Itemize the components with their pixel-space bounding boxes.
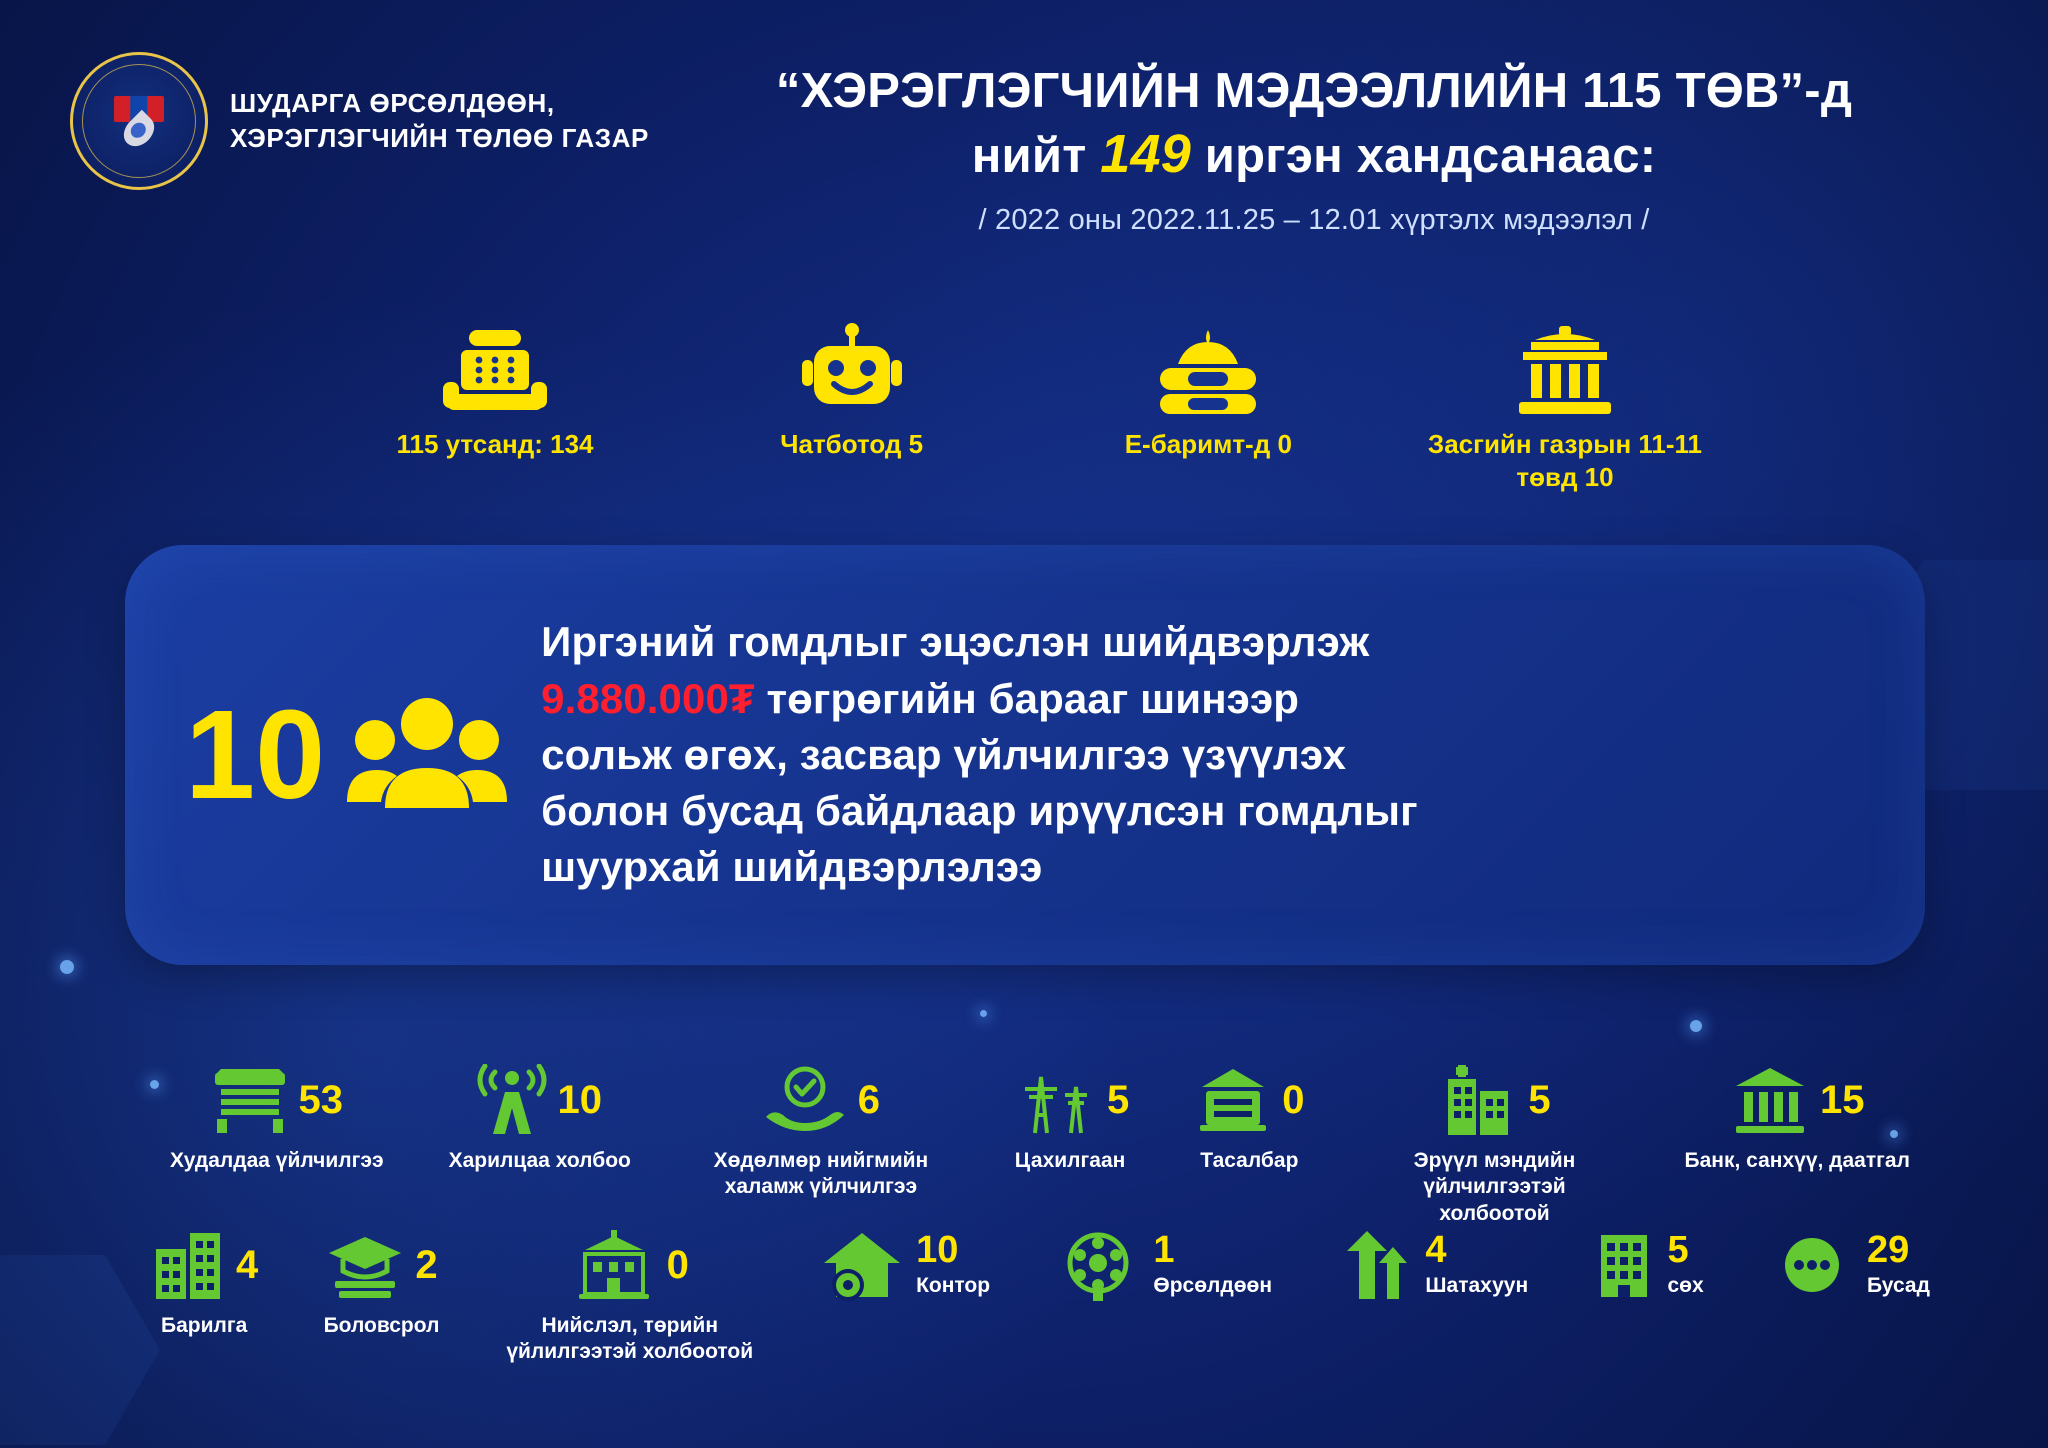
channel-label: Чатботод 5 [780, 429, 924, 459]
channel-stats-row [330, 318, 1730, 493]
apartment-icon [1593, 1229, 1655, 1301]
sector-label: Банк, санхүү, даатгал [1684, 1149, 1910, 1172]
channel-label: Засгийн газрын 11-11 төвд 10 [1427, 429, 1703, 492]
sector-value: 5 [1528, 1077, 1551, 1122]
sector-item [150, 1225, 258, 1339]
highlight-card-text [541, 614, 1418, 895]
sector-item [170, 1060, 384, 1174]
title-part2-pre: нийт [971, 128, 1087, 183]
emblem-icon [70, 52, 208, 190]
arrows-up-icon [1337, 1229, 1413, 1301]
sector-value: 5 [1667, 1228, 1689, 1271]
hand-shield-icon [762, 1065, 848, 1135]
government-office-icon [571, 1230, 657, 1300]
sector-label: сөх [1667, 1273, 1704, 1297]
sector-label: Боловсрол [323, 1314, 440, 1337]
competition-icon [1055, 1229, 1141, 1301]
power-line-icon [1011, 1065, 1097, 1135]
sector-label: Харилцаа холбоо [448, 1149, 631, 1172]
sector-value: 5 [1106, 1077, 1130, 1122]
house-gear-icon [820, 1229, 904, 1301]
title-block [640, 62, 1988, 237]
card-line-1: Иргэний гомдлыг эцэслэн шийдвэрлэж [541, 618, 1370, 666]
sector-value: 6 [857, 1077, 881, 1122]
sector-item [1011, 1060, 1129, 1174]
organization-name-line2: ХЭРЭГЛЭГЧИЙН ТӨЛӨӨ ГАЗАР [230, 123, 649, 153]
sector-item [449, 1060, 631, 1174]
sector-item [1370, 1060, 1620, 1227]
sector-item [1055, 1225, 1272, 1305]
sector-value: 15 [1819, 1077, 1865, 1122]
sector-label: Өрсөлдөөн [1153, 1273, 1273, 1297]
sector-item [1593, 1225, 1703, 1305]
sector-value: 1 [1153, 1228, 1175, 1271]
channel-label: Е-баримт-д 0 [1124, 429, 1292, 459]
title-part2-post: иргэн хандсанаас: [1204, 128, 1657, 183]
sector-label: Контор [916, 1273, 991, 1297]
sector-item [505, 1225, 755, 1366]
highlight-card-left [185, 684, 541, 825]
sector-stats-row-bottom [150, 1225, 1930, 1366]
decorative-hexagon [0, 1255, 160, 1445]
sector-value: 4 [1425, 1228, 1447, 1271]
sector-label: Худалдаа үйлчилгээ [170, 1149, 384, 1172]
decorative-dot [60, 960, 74, 974]
sector-label: Бусад [1866, 1273, 1930, 1297]
sector-value: 10 [916, 1228, 959, 1271]
sector-value: 53 [298, 1077, 344, 1122]
chatbot-icon [687, 318, 1017, 418]
refund-amount: 9.880.000₮ [541, 674, 755, 722]
title-part1: “ХЭРЭГЛЭГЧИЙН МЭДЭЭЛЛИЙН 115 ТӨВ”-д [775, 64, 1853, 118]
decorative-dot [150, 1080, 159, 1089]
shop-icon [211, 1065, 289, 1135]
highlight-card [125, 545, 1925, 965]
resolved-count: 10 [185, 684, 326, 825]
date-range-subtitle: / 2022 оны 2022.11.25 – 12.01 хүртэлх мэдээлэл / [978, 203, 1650, 236]
card-line-4: болон бусад байдлаар ирүүлсэн гомдлыг [541, 787, 1418, 835]
organization-name-line1: ШУДАРГА ӨРСӨЛДӨӨН, [230, 87, 555, 118]
sector-label: Нийслэл, төрийн үйлилгээтэй холбоотой [506, 1314, 754, 1364]
sector-label: Хөдөлмөр нийгмийн халамж үйлчилгээ [713, 1149, 929, 1199]
sector-label: Тасалбар [1200, 1149, 1299, 1172]
channel-label: 115 утсанд: 134 [396, 429, 594, 459]
sector-item [1685, 1060, 1910, 1174]
ebarimt-icon [1043, 318, 1373, 418]
people-group-icon [347, 690, 507, 820]
sector-value: 29 [1866, 1228, 1910, 1271]
sector-item [1194, 1060, 1304, 1174]
bank-icon [1730, 1066, 1810, 1134]
sector-value: 4 [236, 1242, 259, 1287]
antenna-icon [477, 1064, 547, 1136]
sector-label: Барилга [160, 1314, 248, 1337]
sector-label: Эрүүл мэндийн үйлчилгээтэй холбоотой [1413, 1149, 1576, 1225]
ellipsis-icon [1769, 1237, 1855, 1293]
card-line-3: сольж өгөх, засвар үйлчилгээ үзүүлэх [541, 730, 1347, 778]
page-title [640, 62, 1988, 188]
card-line-5: шуурхай шийдвэрлэлээ [541, 843, 1043, 891]
sector-label: Цахилгаан [1014, 1149, 1126, 1172]
organization-logo [70, 52, 649, 190]
sector-item [1337, 1225, 1528, 1305]
channel-item [687, 318, 1017, 461]
sector-stats-row-top [170, 1060, 1910, 1227]
sector-value: 10 [557, 1077, 602, 1122]
sector-item [696, 1060, 946, 1201]
sector-value: 0 [666, 1242, 689, 1287]
decorative-dot [1690, 1020, 1702, 1032]
sector-value: 2 [415, 1242, 438, 1287]
card-line-2-rest: төгрөгийн барааг шинээр [754, 674, 1300, 722]
organization-name [230, 86, 649, 156]
sector-item [820, 1225, 990, 1305]
decorative-dot [980, 1010, 987, 1017]
total-count: 149 [1100, 123, 1191, 184]
sector-item [1769, 1225, 1930, 1305]
telephone-icon [330, 318, 660, 418]
channel-item [1400, 318, 1730, 493]
ticket-booth-icon [1194, 1067, 1272, 1133]
sector-item [324, 1225, 440, 1339]
header [0, 0, 2048, 300]
hospital-icon [1438, 1063, 1518, 1137]
channel-item [330, 318, 660, 461]
sector-label: Шатахуун [1425, 1273, 1529, 1297]
sector-value: 0 [1282, 1077, 1305, 1122]
buildings-icon [150, 1229, 226, 1301]
channel-item [1043, 318, 1373, 461]
government-building-icon [1400, 318, 1730, 418]
education-icon [325, 1231, 405, 1299]
